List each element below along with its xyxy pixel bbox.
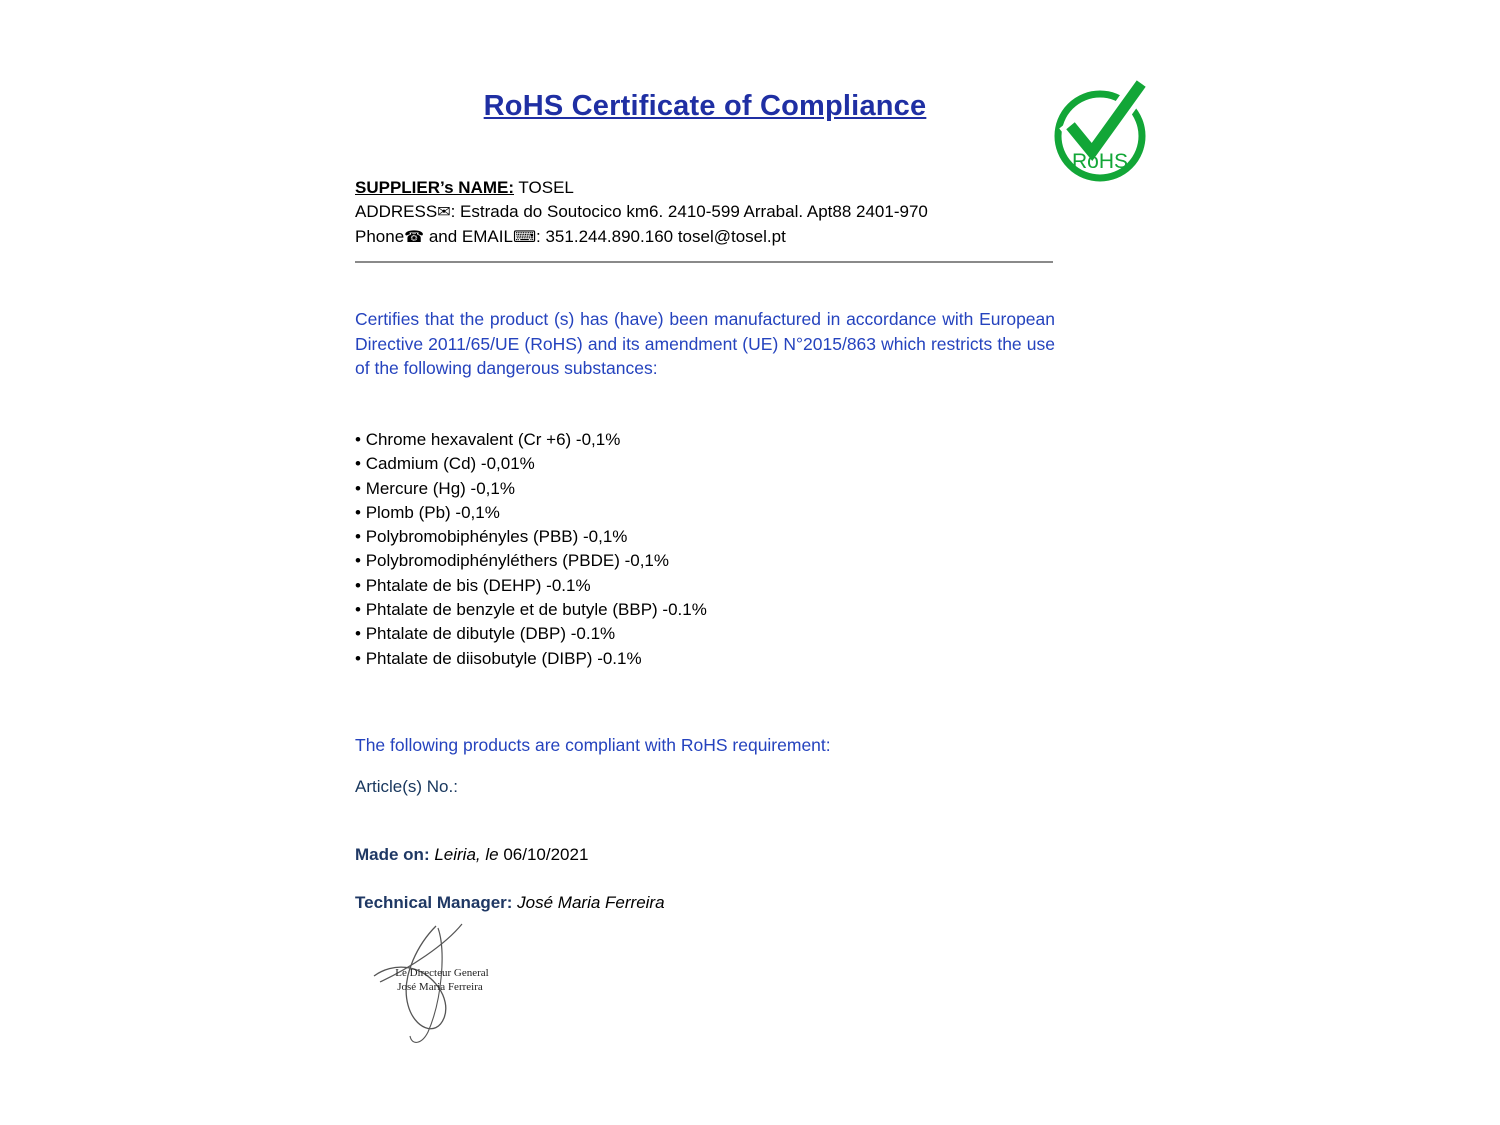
computer-icon: ⌨ (512, 229, 537, 246)
email-label: and EMAIL (424, 227, 513, 246)
substance-item: • Phtalate de bis (DEHP) -0.1% (355, 574, 707, 598)
made-on-date: 06/10/2021 (503, 845, 589, 864)
contact-value: : 351.244.890.160 tosel@tosel.pt (536, 227, 786, 246)
substance-item: • Polybromodiphényléthers (PBDE) -0,1% (355, 549, 707, 573)
technical-manager-name: José Maria Ferreira (512, 893, 665, 912)
substances-list (355, 428, 707, 671)
envelope-icon: ✉ (437, 204, 451, 221)
supplier-name-value: TOSEL (514, 178, 574, 197)
supplier-name-label: SUPPLIER’s NAME: (355, 178, 515, 197)
substance-item: • Chrome hexavalent (Cr +6) -0,1% (355, 428, 707, 452)
phone-label: Phone (355, 227, 405, 246)
made-on-place: Leiria, le (429, 845, 504, 864)
compliance-statement: The following products are compliant with RoHS requirement: (355, 735, 831, 755)
phone-icon: ☎ (404, 229, 425, 246)
supplier-address-line (355, 200, 1075, 225)
signature (350, 920, 530, 1050)
substance-item: • Phtalate de diisobutyle (DIBP) -0.1% (355, 647, 707, 671)
page-title: RoHS Certificate of Compliance (483, 90, 927, 122)
substance-item: • Plomb (Pb) -0,1% (355, 501, 707, 525)
made-on-line (355, 845, 588, 865)
rohs-logo (1050, 80, 1154, 190)
signature-title-text: Le Directeur General (395, 967, 489, 979)
technical-manager-line (355, 893, 665, 913)
horizontal-divider (355, 261, 1053, 263)
substance-item: • Phtalate de benzyle et de butyle (BBP) -0.1% (355, 598, 707, 622)
made-on-label: Made on: (355, 845, 430, 864)
substance-item: • Cadmium (Cd) -0,01% (355, 452, 707, 476)
supplier-contact-line (355, 225, 1075, 250)
substance-item: • Polybromobiphényles (PBB) -0,1% (355, 525, 707, 549)
supplier-block (355, 176, 1075, 250)
address-label: ADDRESS (355, 202, 438, 221)
substance-item: • Mercure (Hg) -0,1% (355, 477, 707, 501)
certification-paragraph: Certifies that the product (s) has (have) been manufactured in accordance with European Directive 2011/65/UE (RoHS) and its amendment (UE) N°2015/863 which restricts the use of the following dangerous substances: (355, 309, 1055, 378)
signature-name-text: José Maria Ferreira (397, 981, 483, 993)
article-number-label: Article(s) No.: (355, 777, 458, 796)
supplier-name-line (355, 176, 1075, 200)
substance-item: • Phtalate de dibutyle (DBP) -0.1% (355, 622, 707, 646)
technical-manager-label: Technical Manager: (355, 893, 513, 912)
address-value: : Estrada do Soutocico km6. 2410-599 Arrabal. Apt88 2401-970 (450, 202, 928, 221)
rohs-logo-text: RoHS (1071, 150, 1129, 173)
